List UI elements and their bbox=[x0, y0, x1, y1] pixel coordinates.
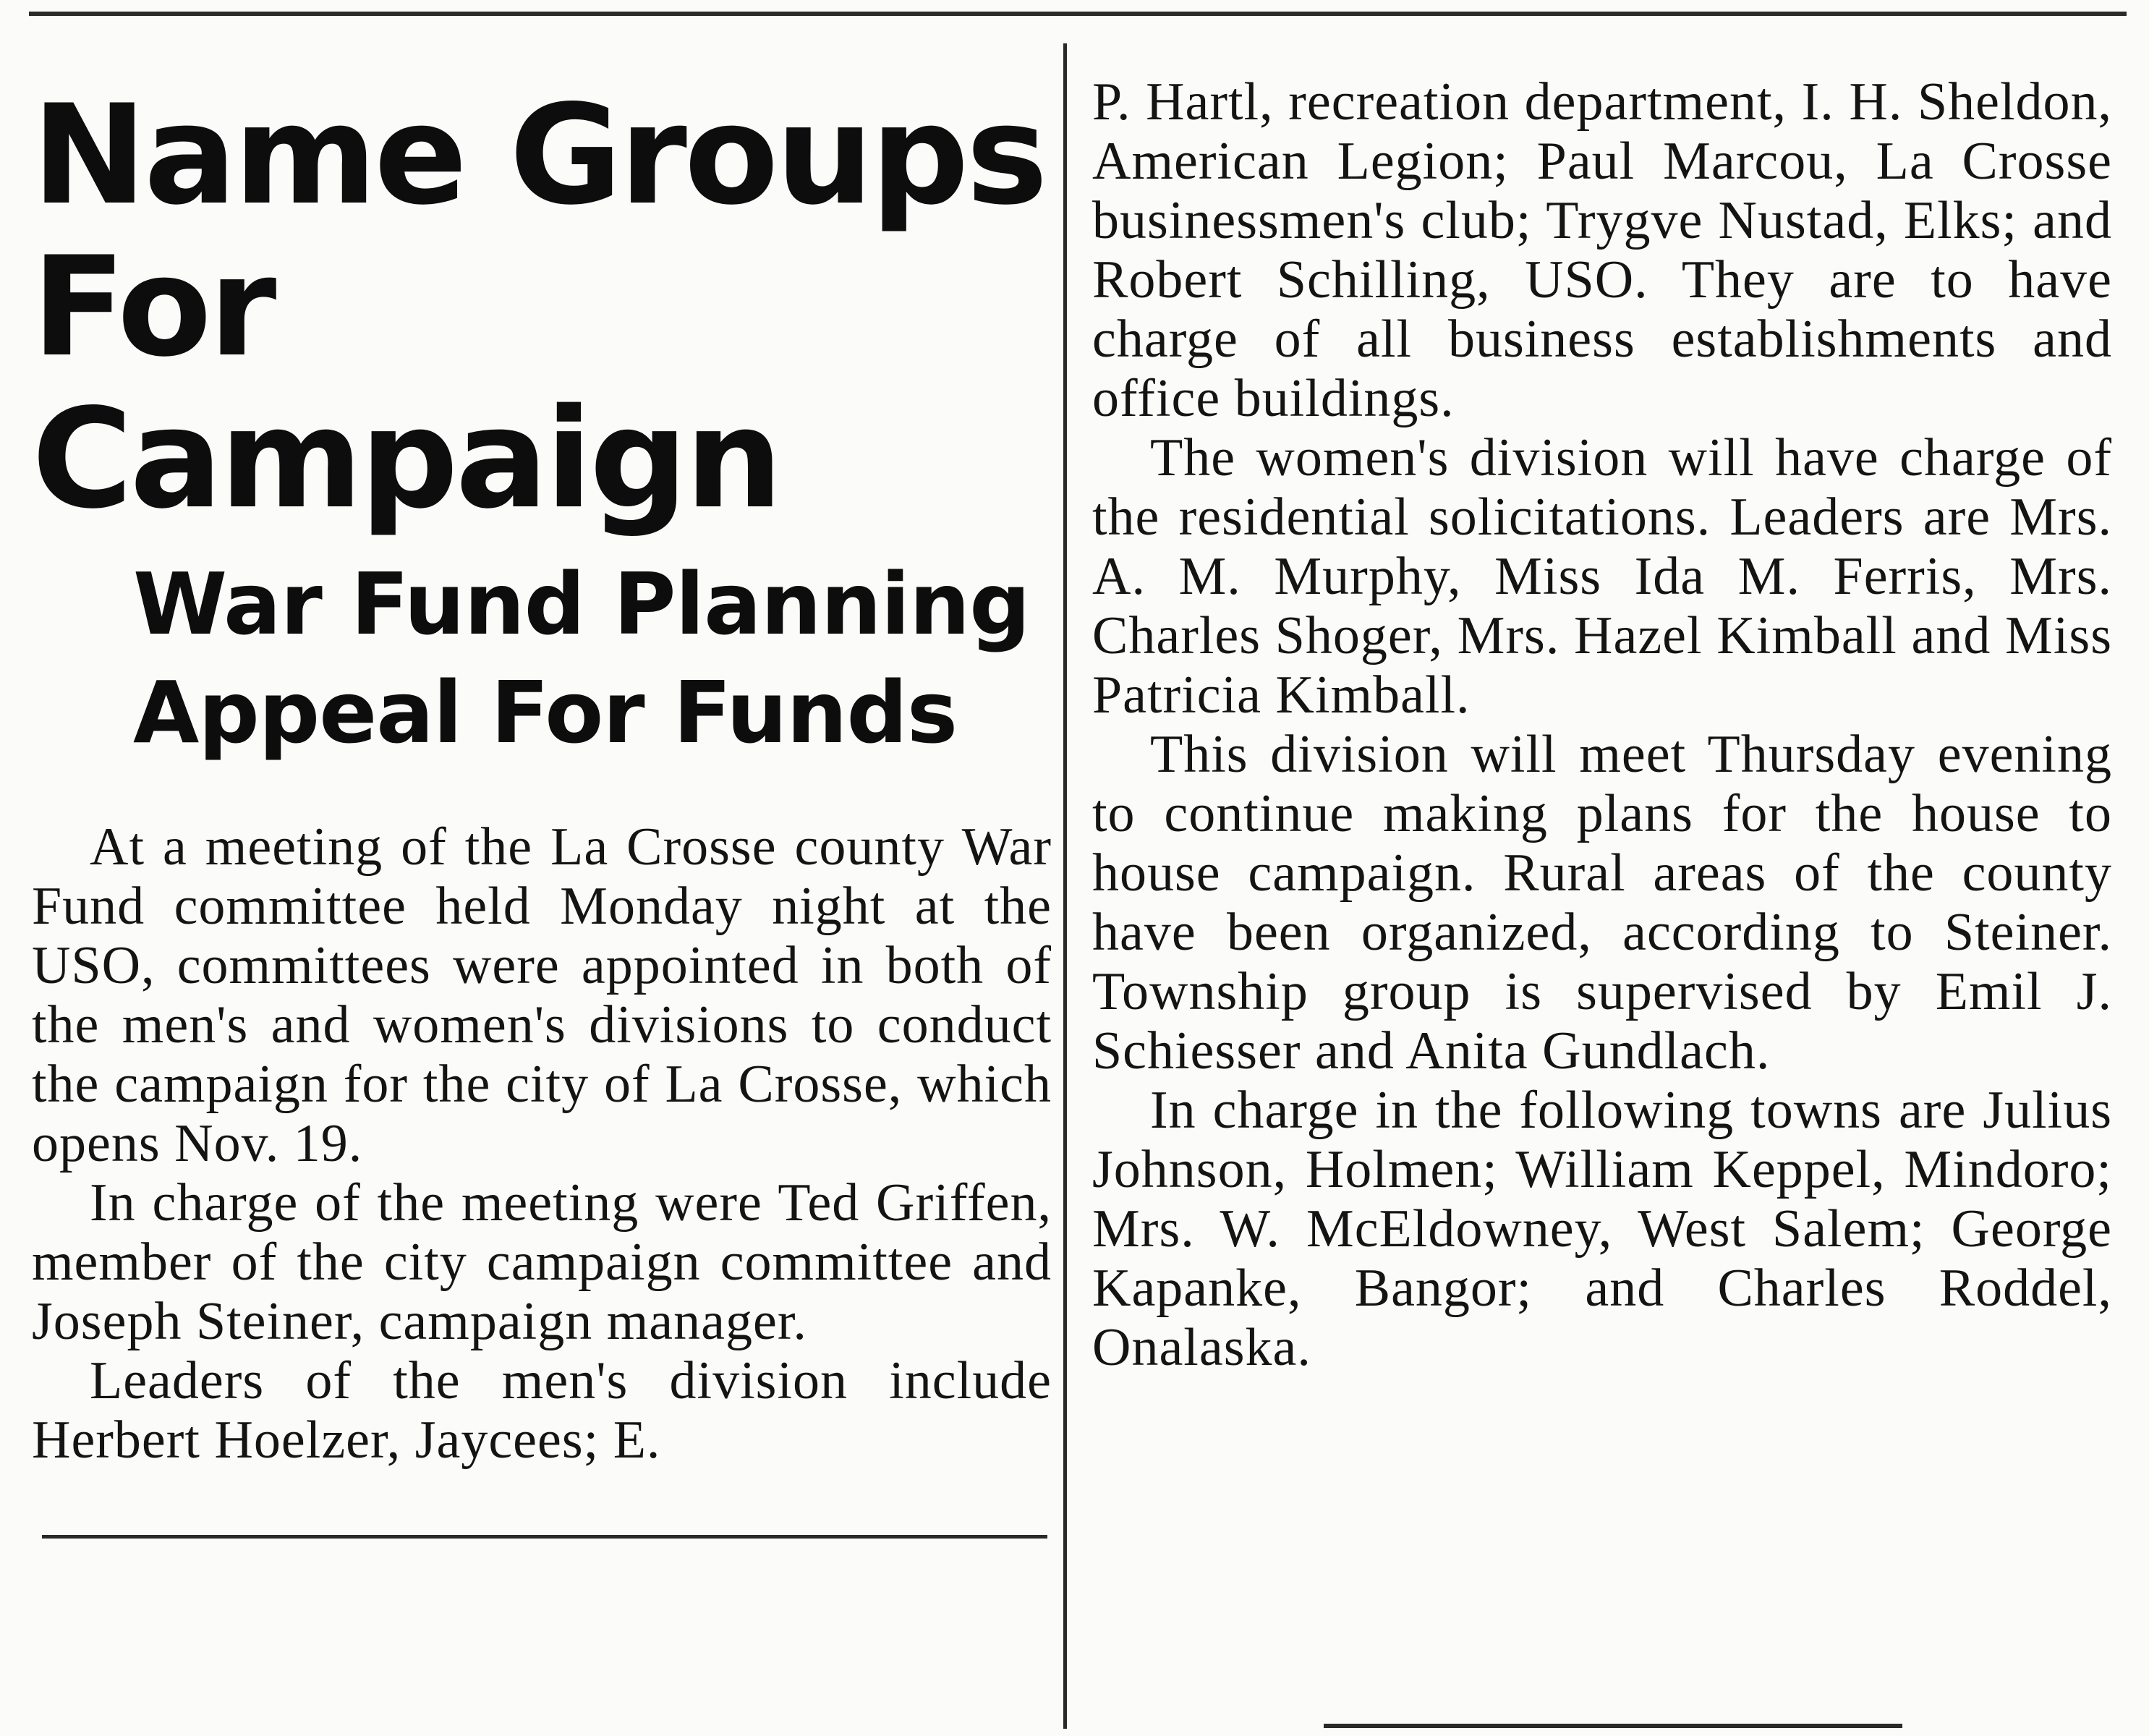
subhead-line-1: War Fund Planning bbox=[133, 554, 1030, 654]
paragraph: At a meeting of the La Crosse county War Fund committee held Monday night at the USO, committees were appointed in both of the men's and women's divisions to conduct the campaign for the city of La Crosse, which opens Nov. 19. bbox=[32, 817, 1052, 1173]
top-rule bbox=[29, 12, 2127, 16]
left-bottom-rule bbox=[42, 1535, 1047, 1539]
right-column bbox=[1092, 72, 2112, 1377]
subheadline bbox=[133, 550, 1052, 767]
paragraph: This division will meet Thursday evening to continue making plans for the house to house campaign. Rural areas of the county have been organized, according to Steiner. Township group is supervised by Emil J. Schiesser and Anita Gundlach. bbox=[1092, 725, 2112, 1081]
paragraph: The women's division will have charge of the residential solicitations. Leaders are Mrs. A. M. Murphy, Miss Ida M. Ferris, Mrs. Charles Shoger, Mrs. Hazel Kimball and Miss Patricia Kimball. bbox=[1092, 428, 2112, 725]
right-bottom-rule bbox=[1324, 1724, 1902, 1728]
left-column bbox=[32, 75, 1052, 1470]
paragraph: In charge of the meeting were Ted Griffen, member of the city campaign committee and Joseph Steiner, campaign manager. bbox=[32, 1173, 1052, 1351]
headline-line-2: For Campaign bbox=[32, 227, 780, 539]
headline bbox=[32, 75, 1052, 539]
headline-line-1: Name Groups bbox=[32, 75, 1045, 235]
paragraph: In charge in the following towns are Julius Johnson, Holmen; William Keppel, Mindoro; Mrs. W. McEldowney, West Salem; George Kapanke, Bangor; and Charles Roddel, Onalaska. bbox=[1092, 1081, 2112, 1377]
paragraph: P. Hartl, recreation department, I. H. Sheldon, American Legion; Paul Marcou, La Crosse businessmen's club; Trygve Nustad, Elks; and Robert Schilling, USO. They are to have charge of all business establishments and office buildings. bbox=[1092, 72, 2112, 428]
subhead-line-2: Appeal For Funds bbox=[133, 663, 958, 762]
paragraph: Leaders of the men's division include Herbert Hoelzer, Jaycees; E. bbox=[32, 1351, 1052, 1470]
column-divider bbox=[1063, 43, 1067, 1729]
